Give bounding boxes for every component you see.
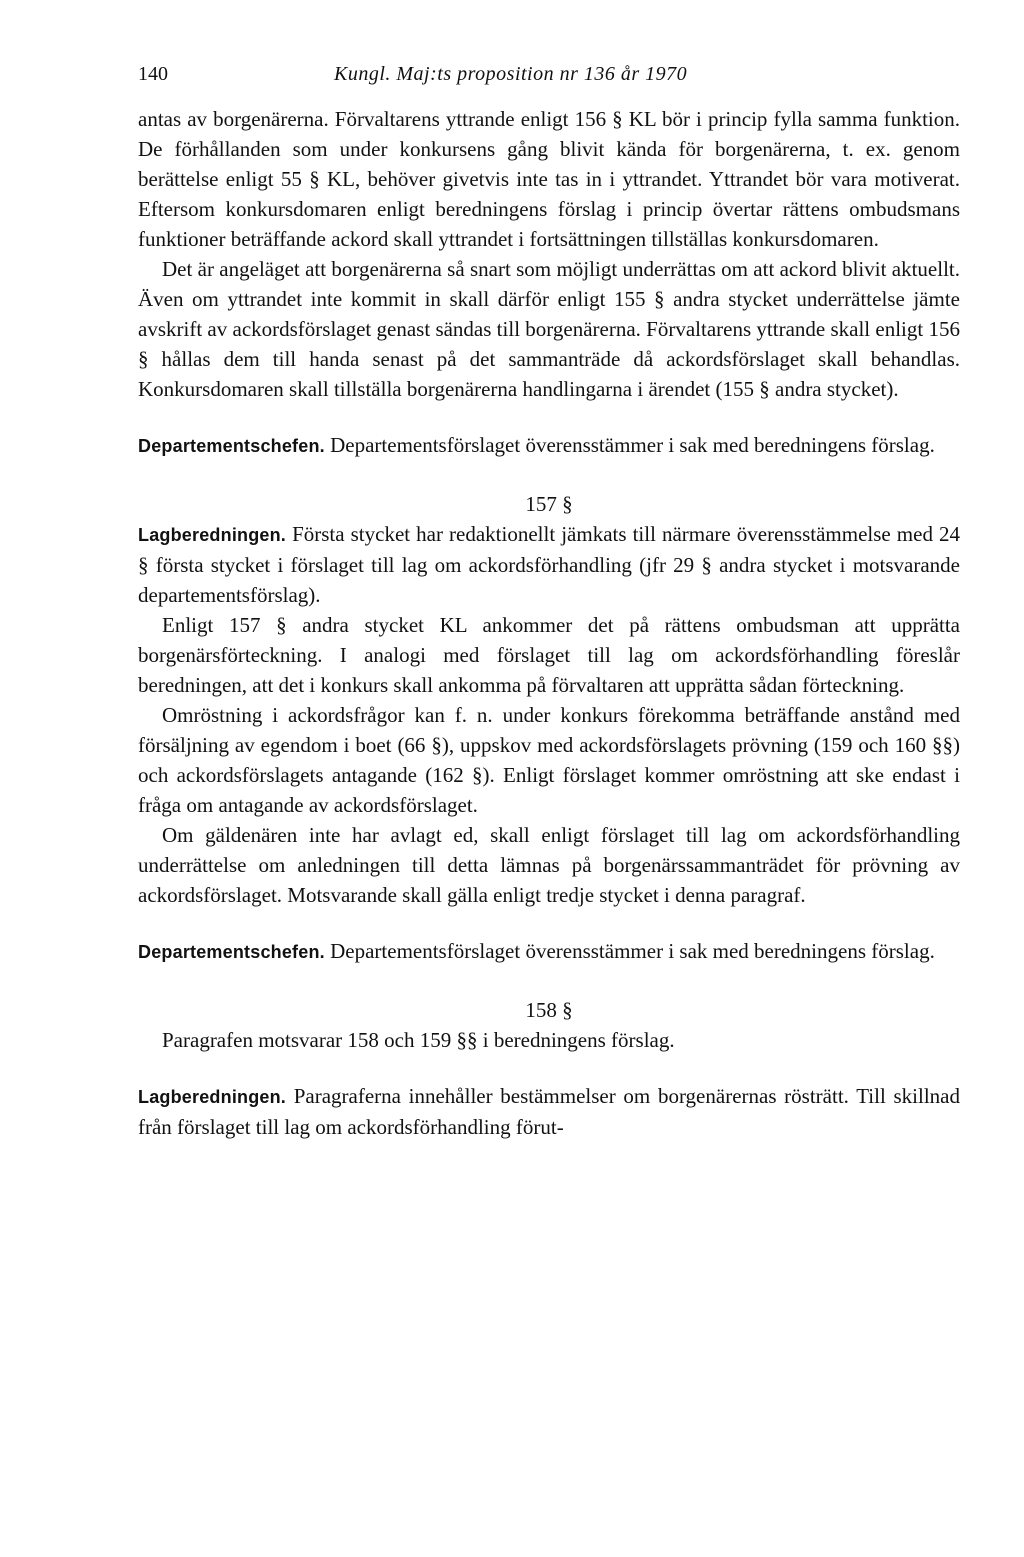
section-heading: 158 §	[525, 998, 573, 1022]
paragraph-text: antas av borgenärerna. Förvaltarens yttrande enligt 156 § KL bör i princip fylla samma funktion. De förhållanden som under konkursens gång blivit kända för borgenärerna, t. ex. genom berättelse enligt 55 § KL, behöver givetvis inte tas in i yttrandet. Yttrandet bör vara motiverat. Eftersom konkursdomaren enligt beredningens förslag i princip övertar rättens ombudsmans funktioner beträffande ackord skall yttrandet i fortsättningen tillställas konkursdomaren.	[138, 107, 960, 251]
paragraph	[138, 936, 960, 967]
paragraph	[138, 1025, 960, 1055]
paragraph-text: Enligt 157 § andra stycket KL ankommer det på rättens ombudsman att upprätta borgenärsförteckning. I analogi med förslaget till lag om ackordsförhandling föreslår beredningen, att det i konkurs skall ankomma på förvaltaren att upprätta sådan förteckning.	[138, 613, 960, 697]
paragraph-gap	[138, 1055, 960, 1081]
document-body	[138, 104, 960, 1142]
paragraph-text: Departementsförslaget överensstämmer i sak med beredningens förslag.	[330, 939, 935, 963]
paragraph	[138, 254, 960, 404]
paragraph-text: Departementsförslaget överensstämmer i sak med beredningens förslag.	[330, 433, 935, 457]
running-title: Kungl. Maj:ts proposition nr 136 år 1970	[334, 63, 688, 85]
speaker-label: Lagberedningen.	[138, 525, 287, 545]
paragraph	[138, 1081, 960, 1142]
paragraph-gap	[138, 404, 960, 430]
paragraph	[138, 700, 960, 820]
paragraph	[138, 104, 960, 254]
paragraph-text: Paragrafen motsvarar 158 och 159 §§ i beredningens förslag.	[162, 1028, 675, 1052]
paragraph-text: Omröstning i ackordsfrågor kan f. n. under konkurs förekomma beträffande anstånd med försäljning av egendom i boet (66 §), uppskov med ackordsförslagets prövning (159 och 160 §§) och ackordsförslagets antagande (162 §). Enligt förslaget kommer omröstning att ske endast i fråga om antagande av ackordsförslaget.	[138, 703, 960, 817]
paragraph-gap	[138, 910, 960, 936]
document-page	[138, 56, 960, 1142]
speaker-label: Departementschefen.	[138, 436, 325, 456]
paragraph	[138, 430, 960, 461]
page-header	[138, 56, 960, 92]
paragraph-text: Det är angeläget att borgenärerna så snart som möjligt underrättas om att ackord blivit aktuellt. Även om yttrandet inte kommit in skall därför enligt 155 § andra stycket underrättelse jämte avskrift av ackordsförslaget genast sändas till borgenärerna. Förvaltarens yttrande skall enligt 156 § hållas dem till handa senast på det sammanträde då ackordsförslaget skall behandlas. Konkursdomaren skall tillställa borgenärerna handlingarna i ärendet (155 § andra stycket).	[138, 257, 960, 401]
paragraph	[138, 519, 960, 610]
paragraph	[138, 610, 960, 700]
paragraph-text: Första stycket har redaktionellt jämkats till närmare överensstämmelse med 24 § första stycket i förslaget till lag om ackordsförhandling (jfr 29 § andra stycket i motsvarande departementsförslag).	[138, 522, 960, 607]
paragraph	[138, 820, 960, 910]
page-number: 140	[138, 63, 168, 85]
speaker-label: Lagberedningen.	[138, 1087, 287, 1107]
paragraph-text: Paragraferna innehåller bestämmelser om borgenärernas rösträtt. Till skillnad från förslaget till lag om ackordsförhandling förut-	[138, 1084, 960, 1139]
speaker-label: Departementschefen.	[138, 942, 325, 962]
paragraph-text: Om gäldenären inte har avlagt ed, skall enligt förslaget till lag om ackordsförhandling underrättelse om anledningen till detta lämnas på borgenärssammanträdet för prövning av ackordsförslaget. Motsvarande skall gälla enligt tredje stycket i denna paragraf.	[138, 823, 960, 907]
section-heading: 157 §	[525, 492, 573, 516]
